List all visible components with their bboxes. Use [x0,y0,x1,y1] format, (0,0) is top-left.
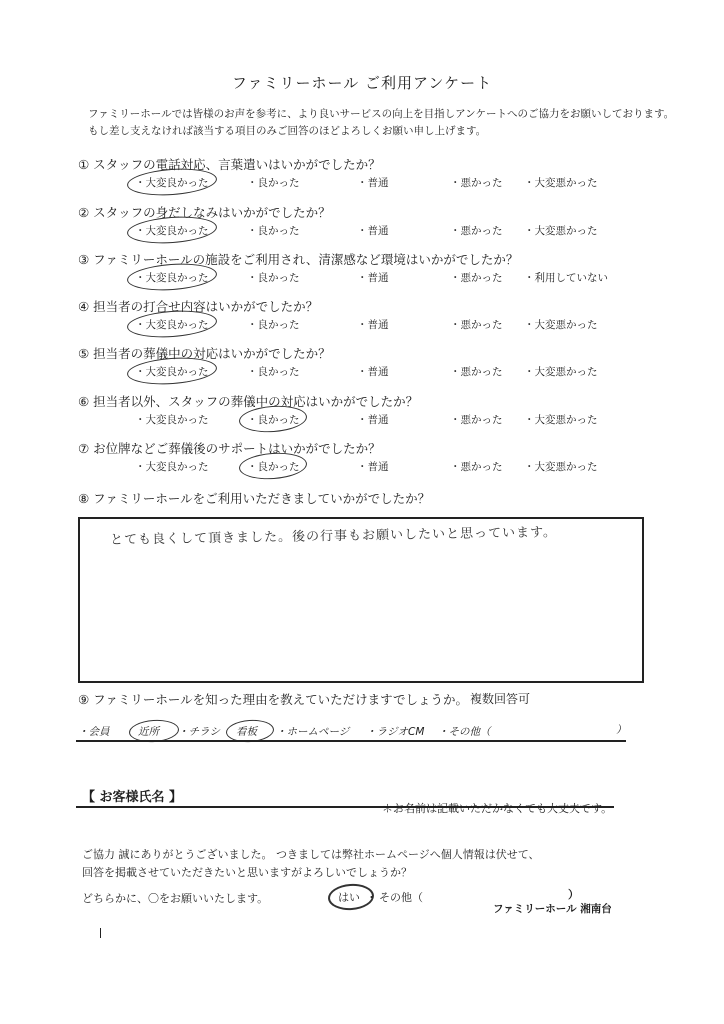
question-3-option-3[interactable]: ・普通 [357,272,389,284]
question-1-option-5[interactable]: ・大変悪かった [524,177,598,189]
closing-line-1: ご協力 誠にありがとうございました。 つきましては弊社ホームページへ個人情報は伏せて、 [82,848,540,861]
question-5-text: ⑤ 担当者の葬儀中の対応はいかがでしたか？ [78,346,331,361]
source-option-signboard[interactable]: 看板 [236,726,257,738]
question-1-option-1[interactable]: ・大変良かった [135,177,209,189]
consent-other-close: ） [568,888,579,901]
question-2-option-2[interactable]: ・良かった [247,225,300,237]
question-8-text: ⑧ ファミリーホールをご利用いただきましていかがでしたか？ [78,491,431,506]
intro-line-1: ファミリーホールでは皆様のお声を参考に、より良いサービスの向上を目指しアンケートへのご協力をお願いしております。 [88,108,675,120]
source-other-close: ） [616,724,627,736]
question-3-option-2[interactable]: ・良かった [247,272,300,284]
question-5-option-4[interactable]: ・悪かった [450,366,503,378]
customer-name-heading: 【 お客様氏名 】 [82,790,183,805]
source-underline [76,740,626,742]
question-7-option-4[interactable]: ・悪かった [450,461,503,473]
question-1-text: ① スタッフの電話対応、言葉遣いはいかがでしたか？ [78,157,381,172]
question-2-option-3[interactable]: ・普通 [357,225,389,237]
question-5-option-2[interactable]: ・良かった [247,366,300,378]
footer-company: ファミリーホール 湘南台 [493,903,612,915]
question-7-text: ⑦ お位牌などご葬儀後のサポートはいかがでしたか？ [78,441,381,456]
source-option-radio-cm[interactable]: ・ラジオCM [366,726,425,738]
question-3-option-4[interactable]: ・悪かった [450,272,503,284]
free-answer-handwriting: とても良くして頂きました。後の行事もお願いしたいと思っています。 [109,525,558,548]
question-4-option-1[interactable]: ・大変良かった [135,319,209,331]
question-7-option-1[interactable]: ・大変良かった [135,461,209,473]
question-6-option-1[interactable]: ・大変良かった [135,414,209,426]
consent-separator: ・ [366,891,377,904]
consent-other-option[interactable]: その他（ [379,891,423,904]
question-6-option-2[interactable]: ・良かった [247,414,300,426]
question-4-text: ④ 担当者の打合せ内容はいかがでしたか？ [78,299,319,314]
source-option-other[interactable]: ・その他（ [438,726,491,738]
question-3-text: ③ ファミリーホールの施設をご利用され、清潔感など環境はいかがでしたか？ [78,252,519,267]
question-1-option-2[interactable]: ・良かった [247,177,300,189]
question-5-option-3[interactable]: ・普通 [357,366,389,378]
question-2-text: ② スタッフの身だしなみはいかがでしたか？ [78,205,331,220]
question-7-option-3[interactable]: ・普通 [357,461,389,473]
question-4-option-4[interactable]: ・悪かった [450,319,503,331]
customer-name-note: ＊お名前は記載いただかなくても大丈夫です。 [382,802,613,815]
question-6-option-5[interactable]: ・大変悪かった [524,414,598,426]
closing-line-3: どちらかに、〇をお願いいたします。 [82,892,269,905]
consent-yes-option[interactable]: はい [338,891,360,904]
question-5-option-1[interactable]: ・大変良かった [135,366,209,378]
question-4-option-3[interactable]: ・普通 [357,319,389,331]
question-4-option-5[interactable]: ・大変悪かった [524,319,598,331]
question-4-option-2[interactable]: ・良かった [247,319,300,331]
closing-line-2: 回答を掲載させていただきたいと思いますがよろしいでしょうか？ [82,866,412,879]
source-option-member[interactable]: ・会員 [78,726,110,738]
question-2-option-4[interactable]: ・悪かった [450,225,503,237]
source-option-neighborhood[interactable]: 近所 [138,726,159,738]
question-6-option-3[interactable]: ・普通 [357,414,389,426]
page-title: ファミリーホール ご利用アンケート [231,74,493,92]
question-2-option-5[interactable]: ・大変悪かった [524,225,598,237]
question-7-option-5[interactable]: ・大変悪かった [524,461,598,473]
question-3-option-5[interactable]: ・利用していない [524,272,608,284]
intro-line-2: もし差し支えなければ該当する項目のみご回答のほどよろしくお願い申し上げます。 [88,125,487,137]
question-5-option-5[interactable]: ・大変悪かった [524,366,598,378]
question-3-option-1[interactable]: ・大変良かった [135,272,209,284]
question-2-option-1[interactable]: ・大変良かった [135,225,209,237]
scan-mark [100,928,101,938]
question-6-text: ⑥ 担当者以外、スタッフの葬儀中の対応はいかがでしたか？ [78,394,419,409]
source-option-homepage[interactable]: ・ホームページ [276,726,350,738]
question-1-option-4[interactable]: ・悪かった [450,177,503,189]
source-option-flyer[interactable]: ・チラシ [178,726,220,738]
question-1-option-3[interactable]: ・普通 [357,177,389,189]
multiple-answer-note: 複数回答可 [470,692,531,706]
question-7-option-2[interactable]: ・良かった [247,461,300,473]
question-9-text: ⑨ ファミリーホールを知った理由を教えていただけますでしょうか。 [78,692,469,707]
question-6-option-4[interactable]: ・悪かった [450,414,503,426]
